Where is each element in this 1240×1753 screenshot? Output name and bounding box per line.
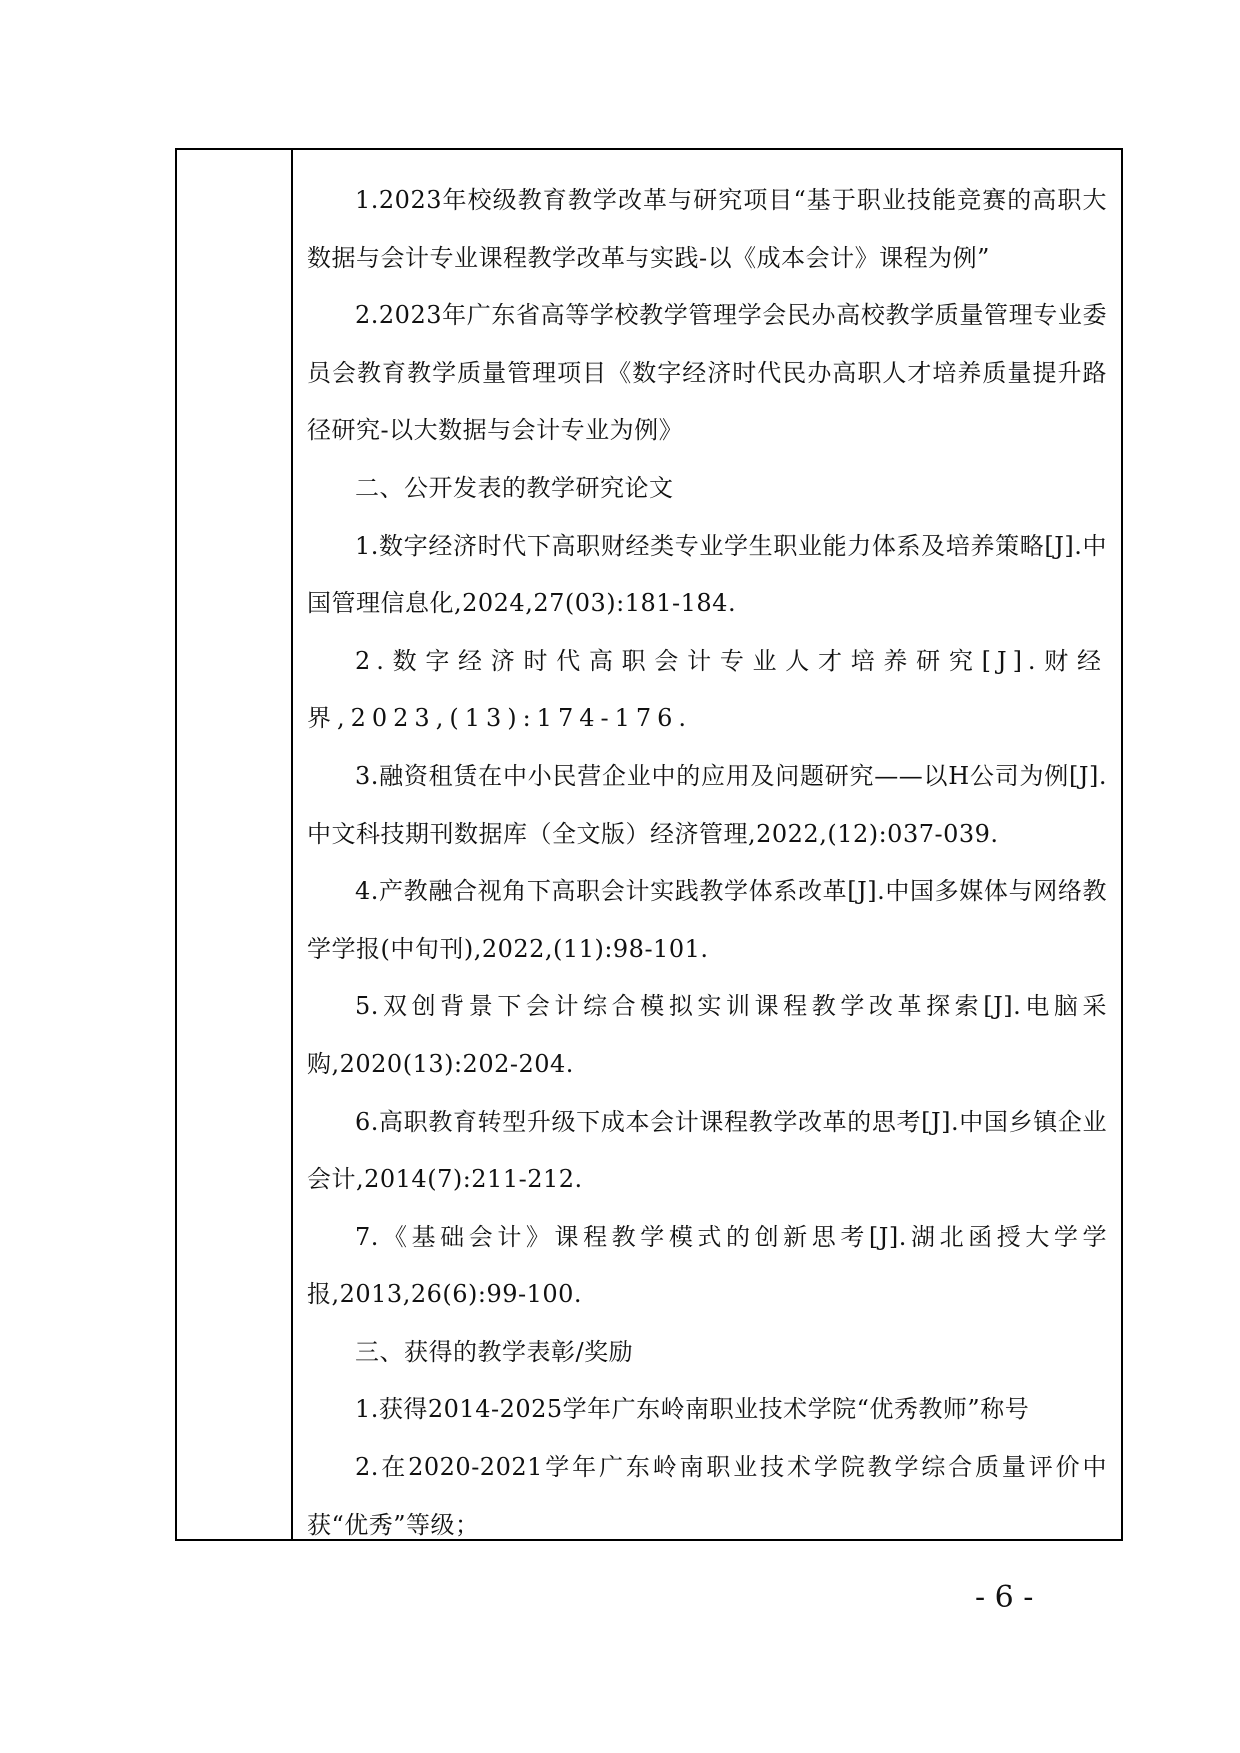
form-table — [175, 148, 1123, 1541]
section-heading-awards: 三、获得的教学表彰/奖励 — [355, 1337, 634, 1366]
paper-item-1: 1.数字经济时代下高职财经类专业学生职业能力体系及培养策略[J].中国管理信息化,2024,27(03):181-184. — [307, 531, 1107, 618]
project-item-2: 2.2023年广东省高等学校教学管理学会民办高校教学质量管理专业委员会教育教学质量管理项目《数字经济时代民办高职人才培养质量提升路径研究-以大数据与会计专业为例》 — [307, 301, 1107, 445]
page-number: - 6 - — [975, 1580, 1034, 1615]
content-cell — [293, 150, 1121, 1539]
paper-item-3: 3.融资租赁在中小民营企业中的应用及问题研究——以H公司为例[J].中文科技期刊数据库（全文版）经济管理,2022,(12):037-039. — [307, 761, 1107, 848]
paper-item-5: 5.双创背景下会计综合模拟实训课程教学改革探索[J].电脑采购,2020(13):202-204. — [307, 992, 1107, 1078]
project-item-1: 1.2023年校级教育教学改革与研究项目“基于职业技能竞赛的高职大数据与会计专业课程教学改革与实践-以《成本会计》课程为例” — [307, 186, 1107, 272]
paper-item-2: 2.数字经济时代高职会计专业人才培养研究[J].财经界,2023,(13):174-176. — [307, 646, 1107, 733]
award-item-2: 2.在2020-2021学年广东岭南职业技术学院教学综合质量评价中获“优秀”等级； — [307, 1453, 1107, 1539]
paper-item-6: 6.高职教育转型升级下成本会计课程教学改革的思考[J].中国乡镇企业会计,2014(7):211-212. — [307, 1107, 1107, 1194]
paper-item-4: 4.产教融合视角下高职会计实践教学体系改革[J].中国多媒体与网络教学学报(中旬刊),2022,(11):98-101. — [307, 877, 1107, 963]
label-cell — [177, 150, 293, 1539]
award-item-1: 1.获得2014-2025学年广东岭南职业技术学院“优秀教师”称号 — [355, 1395, 1030, 1424]
paper-item-7: 7.《基础会计》课程教学模式的创新思考[J].湖北函授大学学报,2013,26(6):99-100. — [307, 1222, 1107, 1309]
section-heading-papers: 二、公开发表的教学研究论文 — [355, 473, 674, 502]
